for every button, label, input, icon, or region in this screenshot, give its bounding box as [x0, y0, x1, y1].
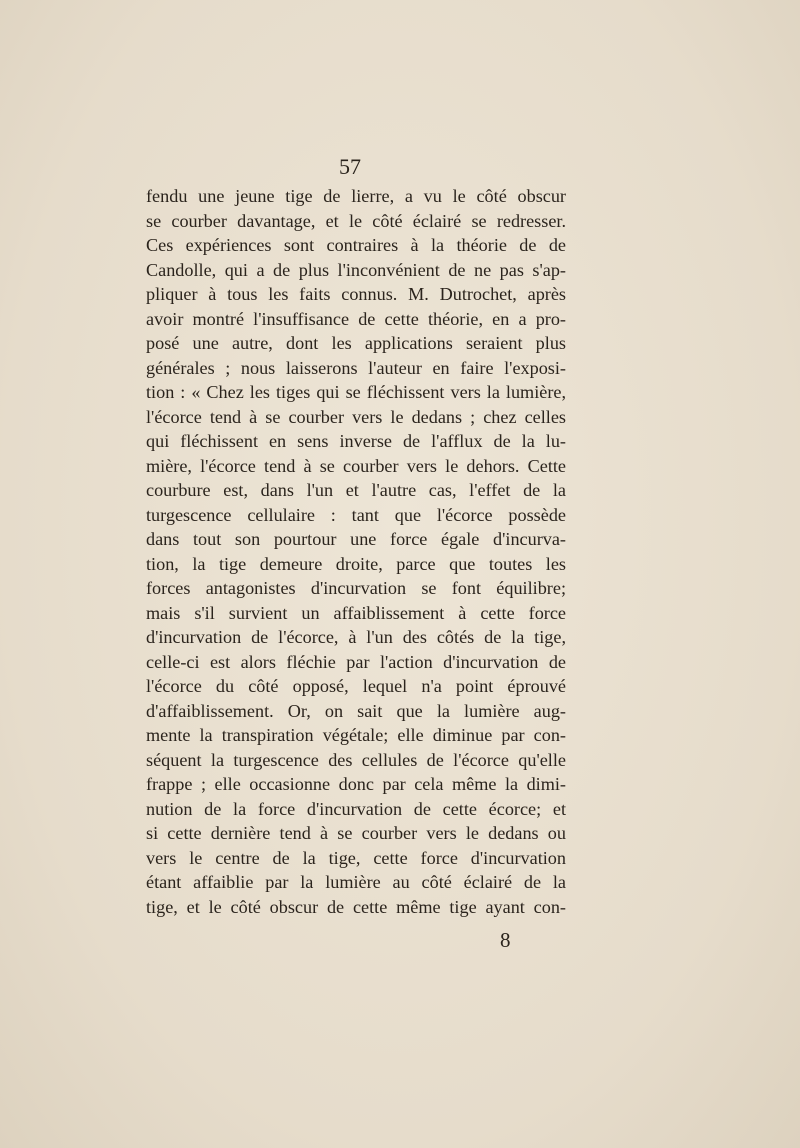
- text-line: fendu une jeune tige de lierre, a vu le côté obscur: [146, 186, 566, 206]
- text-line: mais s'il survient un affaiblissement à cette force: [146, 602, 566, 623]
- body-text: [146, 184, 566, 919]
- text-line: Candolle, qui a de plus l'inconvénient de ne pas s'ap-: [146, 259, 566, 280]
- text-line: dans tout son pourtour une force égale d'incurva-: [146, 529, 566, 550]
- text-line: mente la transpiration végétale; elle diminue par con-: [146, 725, 566, 746]
- text-line: posé une autre, dont les applications seraient plus: [146, 333, 566, 354]
- text-line: courbure est, dans l'un et l'autre cas, l'effet de la: [146, 480, 566, 501]
- text-line: pliquer à tous les faits connus. M. Dutrochet, après: [146, 284, 566, 305]
- text-line: Ces expériences sont contraires à la théorie de de: [146, 235, 566, 256]
- text-line: turgescence cellulaire : tant que l'écorce possède: [146, 504, 566, 525]
- text-line: forces antagonistes d'incurvation se font équilibre;: [146, 578, 566, 599]
- text-line: générales ; nous laisserons l'auteur en faire l'exposi-: [146, 357, 566, 378]
- text-line: celle-ci est alors fléchie par l'action d'incurvation de: [146, 651, 566, 672]
- text-line: d'affaiblissement. Or, on sait que la lumière aug-: [146, 700, 566, 721]
- text-line: étant affaiblie par la lumière au côté éclairé de la: [146, 872, 566, 893]
- text-line: avoir montré l'insuffisance de cette théorie, en a pro-: [146, 308, 566, 329]
- text-line: tige, et le côté obscur de cette même tige ayant con-: [146, 896, 566, 917]
- text-line: si cette dernière tend à se courber vers le dedans ou: [146, 823, 566, 844]
- text-line: tion, la tige demeure droite, parce que toutes les: [146, 553, 566, 574]
- page-number: 57: [339, 154, 361, 179]
- text-line: d'incurvation de l'écorce, à l'un des côtés de la tige,: [146, 627, 566, 648]
- text-line: séquent la turgescence des cellules de l'écorce qu'elle: [146, 749, 566, 770]
- text-line: qui fléchissent en sens inverse de l'afflux de la lu-: [146, 431, 566, 452]
- text-line: l'écorce tend à se courber vers le dedans ; chez celles: [146, 406, 566, 427]
- text-line: nution de la force d'incurvation de cette écorce; et: [146, 798, 566, 819]
- text-line: vers le centre de la tige, cette force d'incurvation: [146, 847, 566, 868]
- signature-mark: 8: [500, 928, 511, 952]
- text-line: tion : « Chez les tiges qui se fléchissent vers la lumière,: [146, 382, 566, 403]
- text-line: frappe ; elle occasionne donc par cela même la dimi-: [146, 774, 566, 795]
- text-line: mière, l'écorce tend à se courber vers le dehors. Cette: [146, 455, 566, 476]
- text-line: l'écorce du côté opposé, lequel n'a point éprouvé: [146, 676, 566, 697]
- text-line: se courber davantage, et le côté éclairé se redresser.: [146, 210, 566, 231]
